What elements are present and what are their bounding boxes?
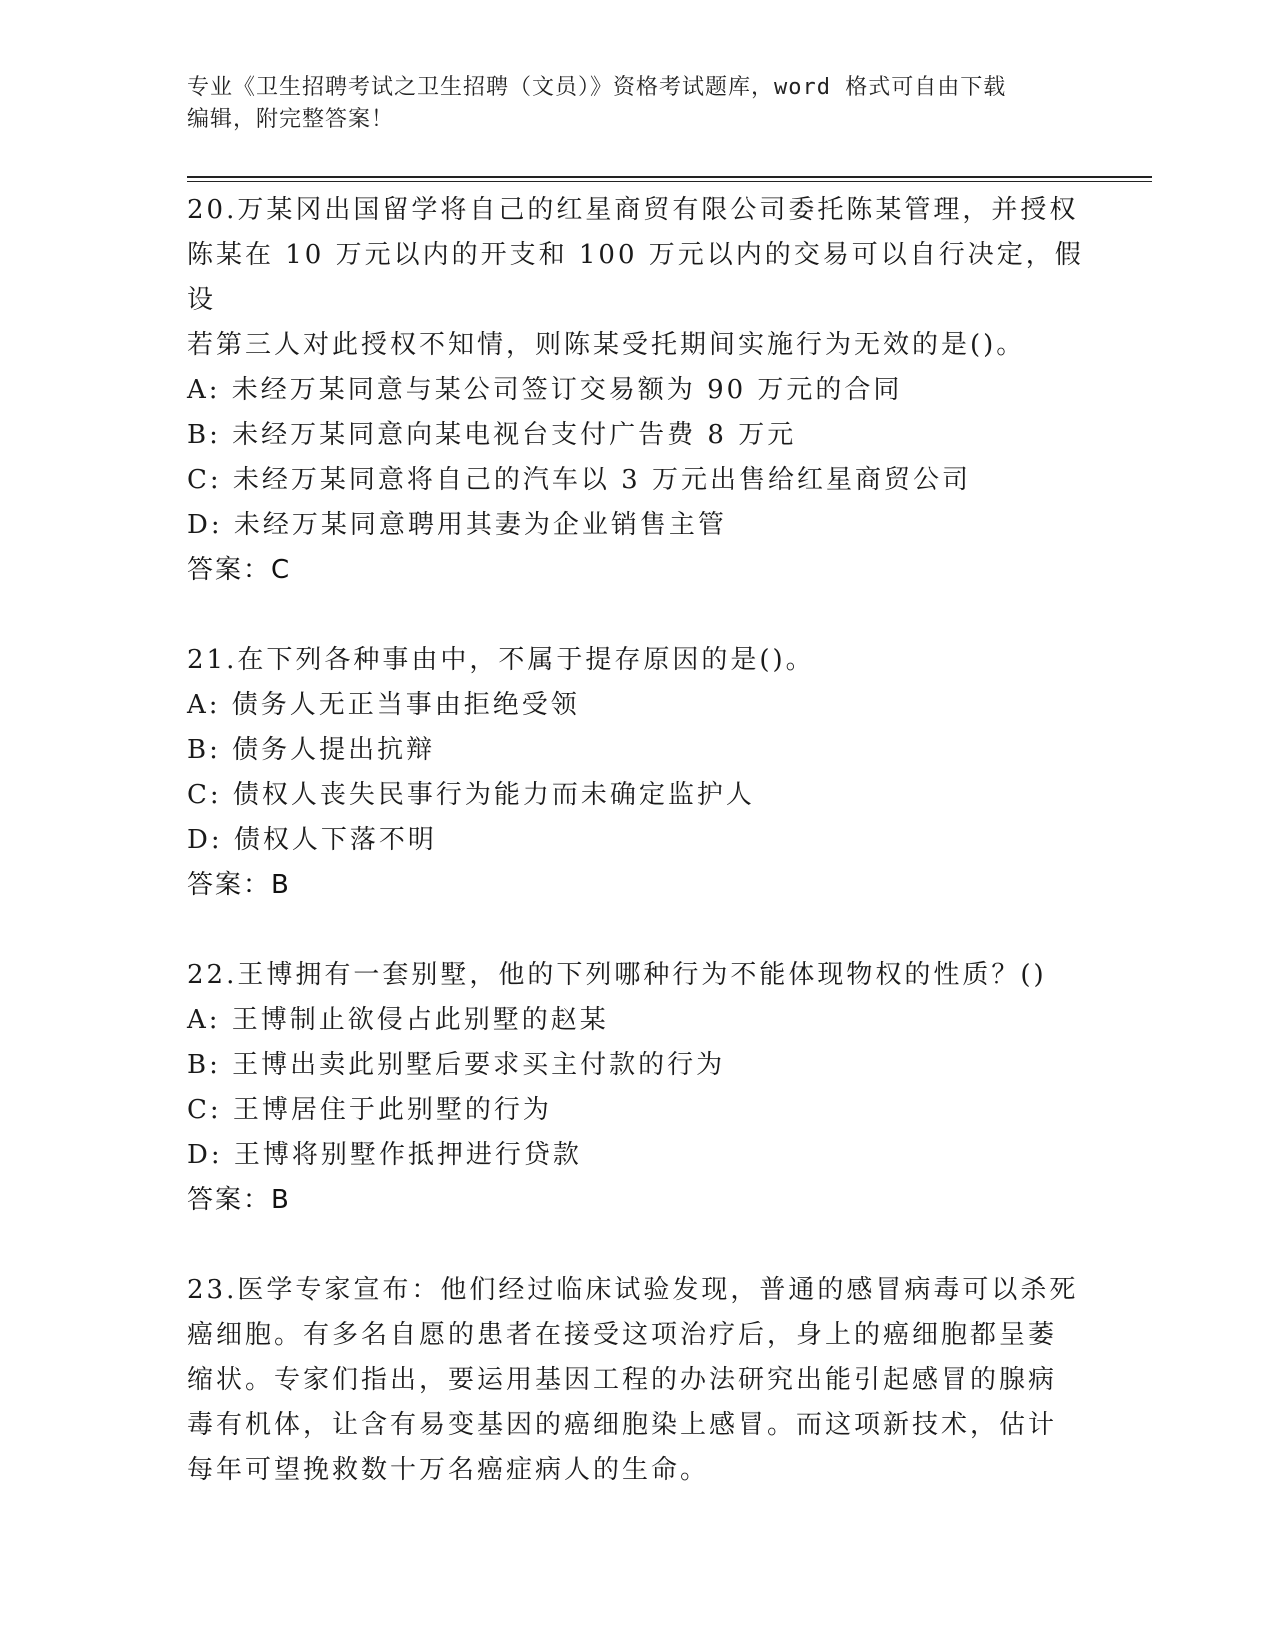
document-header <box>187 72 1067 136</box>
question-stem-line: 20.万某冈出国留学将自己的红星商贸有限公司委托陈某管理，并授权 <box>187 195 1079 225</box>
option-c: C: 债权人丧失民事行为能力而未确定监护人 <box>187 780 755 810</box>
header-divider <box>187 176 1152 182</box>
option-c: C: 未经万某同意将自己的汽车以 3 万元出售给红星商贸公司 <box>187 465 971 495</box>
question-stem-line: 毒有机体，让含有易变基因的癌细胞染上感冒。而这项新技术，估计 <box>187 1410 1058 1440</box>
question-spacer <box>187 908 1087 953</box>
question-stem-line: 癌细胞。有多名自愿的患者在接受这项治疗后，身上的癌细胞都呈萎 <box>187 1320 1058 1350</box>
question-spacer <box>187 593 1087 638</box>
answer-label: 答案：B <box>187 1185 291 1215</box>
question-stem-line: 每年可望挽救数十万名癌症病人的生命。 <box>187 1455 710 1485</box>
option-a: A: 未经万某同意与某公司签订交易额为 90 万元的合同 <box>187 375 903 405</box>
header-title-line-2: 编辑，附完整答案！ <box>187 107 395 132</box>
question-stem-line: 23.医学专家宣布：他们经过临床试验发现，普通的感冒病毒可以杀死 <box>187 1275 1079 1305</box>
question-20 <box>187 188 1087 593</box>
answer-label: 答案：C <box>187 555 292 585</box>
question-stem-line: 缩状。专家们指出，要运用基因工程的办法研究出能引起感冒的腺病 <box>187 1365 1058 1395</box>
option-d: D: 王博将别墅作抵押进行贷款 <box>187 1140 582 1170</box>
option-d: D: 债权人下落不明 <box>187 825 437 855</box>
question-21 <box>187 638 1087 908</box>
option-a: A: 债务人无正当事由拒绝受领 <box>187 690 580 720</box>
option-d: D: 未经万某同意聘用其妻为企业销售主管 <box>187 510 727 540</box>
header-title-line-1: 专业《卫生招聘考试之卫生招聘（文员）》资格考试题库，word 格式可自由下载 <box>187 75 1007 100</box>
question-23 <box>187 1268 1087 1493</box>
question-stem-line: 21.在下列各种事由中，不属于提存原因的是()。 <box>187 645 815 675</box>
option-a: A: 王博制止欲侵占此别墅的赵某 <box>187 1005 609 1035</box>
option-b: B: 未经万某同意向某电视台支付广告费 8 万元 <box>187 420 797 450</box>
option-c: C: 王博居住于此别墅的行为 <box>187 1095 552 1125</box>
option-b: B: 债务人提出抗辩 <box>187 735 436 765</box>
question-stem-line: 22.王博拥有一套别墅，他的下列哪种行为不能体现物权的性质？() <box>187 960 1047 990</box>
question-list <box>187 188 1087 1493</box>
option-b: B: 王博出卖此别墅后要求买主付款的行为 <box>187 1050 726 1080</box>
question-stem-line: 若第三人对此授权不知情，则陈某受托期间实施行为无效的是()。 <box>187 330 1026 360</box>
question-spacer <box>187 1223 1087 1268</box>
answer-label: 答案：B <box>187 870 291 900</box>
question-22 <box>187 953 1087 1223</box>
question-stem-line: 陈某在 10 万元以内的开支和 100 万元以内的交易可以自行决定，假设 <box>187 240 1084 315</box>
